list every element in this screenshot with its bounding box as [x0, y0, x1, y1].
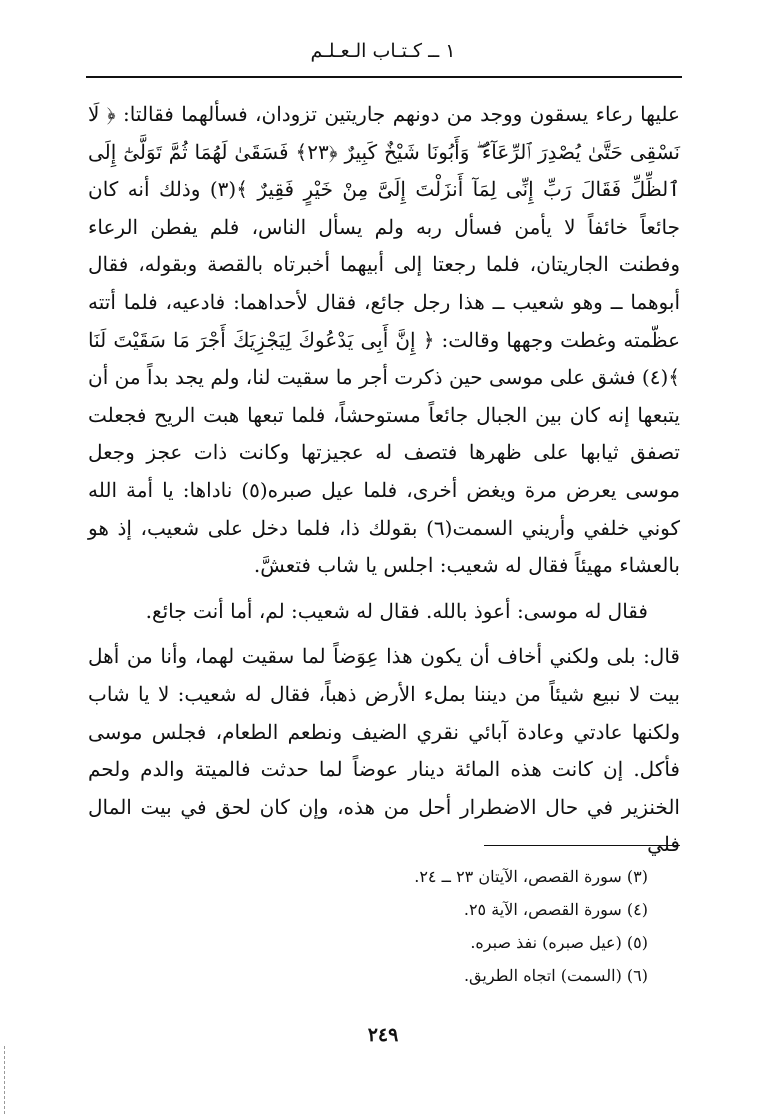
paragraph-3: قال: بلى ولكني أخاف أن يكون هذا عِوَضاً لما سقيت لهما، وأنا من أهل بيت لا نبيع شيئاً من ديننا بملء الأرض ذهباً، فقال له شعيب: لا يا شاب ولكنها عادتي وعادة آبائي نقري الضيف ونطعم الطعام، فجلس موسى فأكل. إن كانت هذه المائة دينار عوضاً لما حدثت فالميتة والدم ولحم الخنزير في حال الاضطرار أحل من هذه، وإن كان لحق في بيت المال فلي — [88, 644, 680, 857]
running-header: ١ ــ كـتـاب الـعـلـم — [310, 40, 456, 62]
footnote-4: (٤) سورة القصص، الآية ٢٥. — [463, 900, 648, 919]
footnotes-list — [88, 860, 670, 992]
footnote-6: (٦) (السمت) اتجاه الطريق. — [463, 966, 648, 985]
scan-edge-marks — [4, 1046, 7, 1114]
footnote-rule — [484, 845, 680, 846]
page-number: ٢٤٩ — [367, 1024, 399, 1046]
paragraph-2: فقال له موسى: أعوذ بالله. فقال له شعيب: لم، أما أنت جائع. — [145, 598, 648, 623]
main-text — [88, 96, 680, 864]
footnote-3: (٣) سورة القصص، الآيتان ٢٣ ــ ٢٤. — [414, 867, 648, 886]
footnote-5: (٥) (عيل صبره) نفذ صبره. — [470, 933, 648, 952]
header-rule — [86, 76, 682, 78]
paragraph-1: عليها رعاء يسقون ووجد من دونهم جاريتين تزودان، فسألهما فقالتا: ﴿ لَا نَسْقِى حَتَّىٰ يُصْدِرَ ٱلرِّعَآءُ ۖ وَأَبُونَا شَيْخٌ كَبِيرٌ ﴿٢٣﴾ فَسَقَىٰ لَهُمَا ثُمَّ تَوَلَّىٰٓ إِلَى ٱلظِّلِّ فَقَالَ رَبِّ إِنِّى لِمَآ أَنزَلْتَ إِلَىَّ مِنْ خَيْرٍ فَقِيرٌ ﴾(٣) وذلك أنه كان جائعاً خائفاً لا يأمن فسأل ربه ولم يسأل الناس، فلم يفطن الرعاء وفطنت الجاريتان، فلما رجعتا إلى أبيهما أخبرتاه بالقصة وبقوله، فقال أبوهما ــ وهو شعيب ــ هذا رجل جائع، فقال لأحداهما: فادعيه، فلما أتته عظّمته وغطت وجهها وقالت: ﴿ إِنَّ أَبِى يَدْعُوكَ لِيَجْزِيَكَ أَجْرَ مَا سَقَيْتَ لَنَا ﴾(٤) فشق على موسى حين ذكرت أجر ما سقيت لنا، ولم يجد بداً من أن يتبعها إنه كان بين الجبال جائعاً مستوحشاً، فلما تبعها هبت الريح فجعلت تصفق ثيابها على ظهرها فتصف له عجيزتها وكانت ذات عجز وجعل موسى يعرض مرة ويغض أخرى، فلما عيل صبره(٥) ناداها: يا أمة الله كوني خلفي وأريني السمت(٦) بقولك ذا، فلما دخل على شعيب، إذ هو بالعشاء مهيئاً فقال له شعيب: اجلس يا شاب فتعشَّ. — [88, 102, 681, 578]
